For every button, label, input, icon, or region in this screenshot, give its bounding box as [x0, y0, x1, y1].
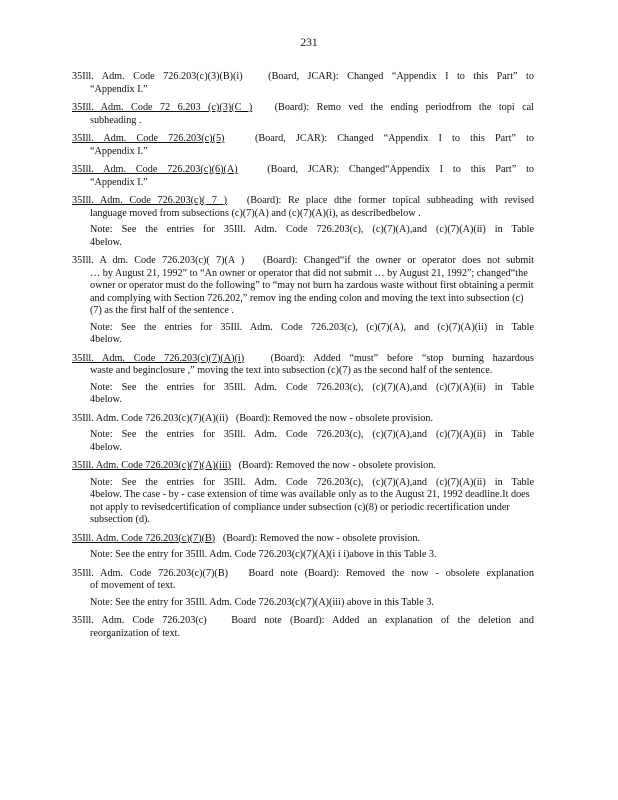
amendment-entry [72, 460, 534, 527]
entry-first-line [72, 568, 534, 581]
code-citation: 35Ill. Adm. Code 726.203(c)(7)(A)(i) [72, 352, 245, 364]
code-citation: 35Ill. Adm. Code 726.203(c)(3)(B)(i) [72, 71, 243, 82]
amendment-description-continued: of movement of text. [90, 580, 176, 591]
amendment-description: (Board): Added “must” before “stop burning hazardous [270, 352, 534, 364]
amendment-description-continued: “Appendix I.” [90, 176, 148, 188]
amendment-entry [72, 133, 534, 158]
entry-first-line [72, 102, 534, 115]
amendment-entry [72, 164, 534, 189]
note-first-line: Note: See the entries for 35Ill. Adm. Code 726.203(c), (c)(7)(A),and (c)(7)(A)(ii) in Table [90, 476, 534, 488]
entry-note [90, 429, 534, 454]
entry-first-line [72, 133, 534, 146]
amendment-description: (Board, JCAR): Changed “Appendix I to this Part” to [254, 133, 535, 144]
entry-note [90, 382, 534, 407]
amendment-description-continued: language moved from subsections (c)(7)(A) and (c)(7)(A)(i), as describedbelow . [90, 207, 421, 219]
amendment-entry [72, 353, 534, 407]
amendment-description: (Board, JCAR): Changed“Appendix I to this Part” to [267, 164, 535, 175]
note-first-line: Note: See the entry for 35Ill. Adm. Code 726.203(c)(7)(A)(iii) above in this Table 3. [90, 596, 434, 608]
code-citation: 35Ill. Adm. Code 72 6.203 (c)(3)(C ) [72, 102, 253, 113]
amendment-description: (Board): Removed the now - obsolete provision. [222, 532, 421, 544]
amendment-description-continued: subheading . [90, 114, 142, 126]
amendment-description: (Board): Remo ved the ending periodfrom the topi cal [274, 102, 535, 113]
amendment-description-continued: … by August 21, 1992” to “An owner or operator that did not submit … by August 21, 1992”; changed“the owner or operator must do the following” to “may not burn ha zardous waste without first obtaining a permit and complying with Section 726.202,” remov ing the ending colon and moving the text into subsection (c)(7) as the first half of the sentence . [90, 267, 534, 316]
entry-first-line [72, 71, 534, 84]
note-first-line: Note: See the entry for 35Ill. Adm. Code 726.203(c)(7)(A)(i i i)above in this Table 3. [90, 549, 437, 560]
amendment-description-continued: “Appendix I.” [90, 145, 148, 157]
amendment-description-continued: waste and beginclosure ,” moving the text into subsection (c)(7) as the second half of the sentence. [90, 365, 493, 376]
entry-note [90, 322, 534, 347]
amendment-description-continued: reorganization of text. [90, 627, 181, 639]
amendment-entry [72, 102, 534, 127]
code-citation: 35Ill. Adm. Code 726.203(c)(7)(B) [72, 567, 229, 579]
entry-first-line [72, 413, 534, 426]
amendment-description: (Board): Removed the now - obsolete provision. [235, 412, 434, 424]
entry-note [90, 597, 534, 610]
amendment-description: Board note (Board): Removed the now - obsolete explanation [248, 567, 534, 579]
code-citation: 35Ill. Adm. Code 726.203(c)(5) [72, 133, 225, 144]
entry-first-line [72, 164, 534, 177]
note-continued: 4below. [90, 236, 122, 248]
note-first-line: Note: See the entries for 35Ill. Adm. Code 726.203(c), (c)(7)(A),and (c)(7)(A)(ii) in Table [90, 429, 534, 440]
note-continued: 4below. [90, 394, 122, 405]
entry-note [90, 224, 534, 249]
entry-first-line [72, 615, 534, 628]
amendment-entry [72, 71, 534, 96]
amendment-description-continued: “Appendix I.” [90, 83, 148, 95]
amendment-description: (Board): Removed the now - obsolete provision. [238, 460, 436, 471]
code-citation: 35Ill. Adm. Code 726.203(c)( 7 ) [72, 195, 228, 206]
page-number: 231 [300, 37, 318, 49]
note-continued: 4below. [90, 334, 122, 345]
code-citation: 35Ill. Adm. Code 726.203(c) [72, 615, 207, 626]
amendment-entry [72, 533, 534, 562]
note-continued: 4below. [90, 441, 122, 453]
amendment-entry [72, 615, 534, 640]
amendment-description: (Board): Changed“if the owner or operator does not submit [262, 255, 535, 266]
code-citation: 35Ill. Adm. Code 726.203(c)(6)(A) [72, 164, 238, 175]
code-citation: 35Ill. Adm. Code 726.203(c)(7)(A)(ii) [72, 412, 229, 424]
note-continued: 4below. The case - by - case extension of time was available only as to the August 21, 1992 deadline.It does not apply to revisedcertification of compliance under subsection (c)(8) or periodic recertification under subsection (d). [90, 489, 530, 525]
amendment-description: (Board, JCAR): Changed “Appendix I to this Part” to [268, 71, 534, 82]
amendment-description: (Board): Re place dthe former topical subheading with revised [246, 195, 534, 206]
note-first-line: Note: See the entries for 35Ill. Adm. Code 726.203(c), (c)(7)(A),and (c)(7)(A)(ii) in Table [90, 381, 534, 393]
amendment-entry [72, 195, 534, 249]
note-first-line: Note: See the entries for 35Ill. Adm. Code 726.203(c), (c)(7)(A), and (c)(7)(A)(ii) in Table [90, 321, 534, 333]
entry-note [90, 549, 534, 562]
entry-note [90, 477, 534, 527]
entry-first-line [72, 255, 534, 268]
entry-first-line [72, 353, 534, 366]
amendment-description: Board note (Board): Added an explanation of the deletion and [231, 615, 534, 626]
entry-first-line [72, 460, 534, 473]
entry-first-line [72, 533, 534, 546]
amendment-entry [72, 568, 534, 610]
amendment-entry [72, 255, 534, 347]
code-citation: 35Ill. A dm. Code 726.203(c)( 7)(A ) [72, 255, 245, 266]
amendment-entry [72, 413, 534, 455]
code-citation: 35Ill. Adm. Code 726.203(c)(7)(A)(iii) [72, 460, 232, 471]
entry-first-line [72, 195, 534, 208]
table-3-entries [72, 71, 534, 646]
code-citation: 35Ill. Adm. Code 726.203(c)(7)(B) [72, 532, 216, 544]
note-first-line: Note: See the entries for 35Ill. Adm. Code 726.203(c), (c)(7)(A),and (c)(7)(A)(ii) in Table [90, 224, 534, 235]
